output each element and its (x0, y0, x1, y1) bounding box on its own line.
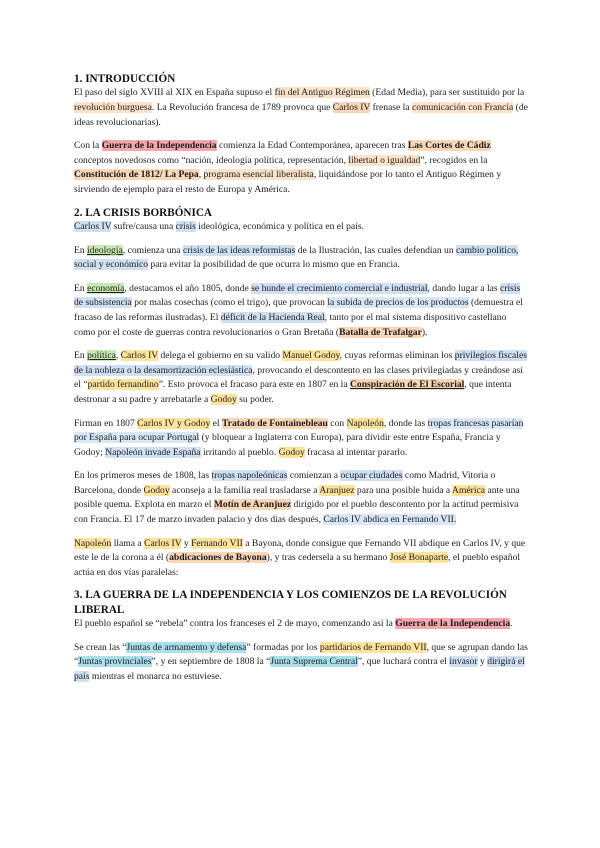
highlighted-term: Godoy (143, 484, 170, 496)
body-text: ”, recogidos en la (420, 154, 488, 166)
body-text: ” formadas por los (246, 641, 320, 653)
body-text: , tanto por el mal sistema dispositivo castellano como por el coste de guerras contra revolucionarios o Gran Bretaña ( (74, 311, 507, 338)
body-text: ”, y en septiembre de 1808 la “ (151, 656, 271, 668)
body-text: , donde las (383, 417, 428, 429)
body-text: (demuestra el fracaso de las reformas ilustradas). El (74, 297, 523, 323)
highlighted-term: política (87, 350, 116, 362)
body-text: el (210, 417, 222, 429)
body-text: En (74, 350, 88, 362)
body-text: comienzan a (287, 470, 341, 482)
highlighted-term: fin del Antiguo Régimen (274, 87, 370, 99)
highlighted-term: programa esencial liberalista (203, 169, 314, 181)
highlighted-term: ocupar ciudades (340, 470, 403, 482)
highlighted-term: Junta Suprema Central (270, 656, 358, 668)
body-text: como Madrid, Vitoria o Barcelona, donde (74, 470, 496, 496)
body-text: El paso del siglo XVIII al XIX en España supuso el (74, 87, 275, 99)
body-text: En (74, 244, 88, 256)
highlighted-term: invasor (449, 656, 478, 668)
body-text: ante una posible quema. Explota en marzo el (74, 484, 520, 511)
body-text: ), y tras cedersela a su hermano (266, 552, 390, 564)
body-text: ”, que luchará contra el (357, 656, 450, 668)
body-text: , liquidándose por lo tanto el Antiguo Régimen y sirviendo de ejemplo para el resto de Europa y América. (74, 169, 502, 195)
body-text: , (115, 350, 121, 362)
body-text: , el pueblo español actúa en dos vías paralelas: (74, 552, 521, 578)
body-text: frenase la (370, 102, 413, 113)
highlighted-term: privilegios fiscales de la nobleza o la desamortización eclesiástica (74, 350, 527, 376)
highlighted-term: Motín de Aranjuez (213, 499, 292, 511)
body-text: . La Revolución francesa de 1789 provoca que (151, 102, 333, 113)
body-text: irritando al pueblo. (200, 446, 279, 458)
highlighted-term: tropas francesas pasarían por España para ocupar Portugal (74, 417, 524, 444)
section-1-heading: 1. INTRODUCCIÓN (74, 73, 176, 85)
body-text: , dando lugar a las (427, 282, 501, 294)
body-text: En (74, 282, 88, 294)
body-text: por malas cosechas (como el trigo), que provocan (131, 297, 328, 309)
section-3-heading: 3. LA GUERRA DE LA INDEPENDENCIA Y LOS COMIENZOS DE LA REVOLUCIÓN LIBERAL (74, 589, 507, 616)
body-text: de la Ilustración, las cuales defendían un (295, 244, 457, 256)
section-2-paragraph (74, 220, 530, 235)
section-2-paragraph (74, 244, 530, 273)
highlighted-term: se hunde el crecimiento comercial e industrial (251, 282, 428, 294)
body-text: su poder. (236, 393, 274, 405)
highlighted-term: revolución burguesa (74, 102, 152, 113)
body-text: para evitar la posibilidad de que ocurra lo mismo que en Francia. (148, 259, 400, 271)
body-text: conceptos novedosos como “nación, ideología política, representación, (74, 154, 349, 166)
body-text: llama a (111, 537, 145, 549)
highlighted-term: Fernando VII (191, 537, 243, 549)
body-text: fracasa al intentar pararlo. (304, 446, 408, 458)
body-text: mientras el monarca no estuviese. (89, 671, 222, 683)
highlighted-term: libertad o igualdad (348, 154, 421, 166)
body-text: y (181, 537, 192, 549)
highlighted-term: Constitución de 1812/ La Pepa (74, 169, 199, 181)
body-text: con (327, 417, 347, 429)
highlighted-term: Aranjuez (319, 484, 355, 496)
highlighted-term: crisis de subsistencia (74, 282, 521, 309)
highlighted-term: Juntas provinciales (78, 656, 152, 668)
section-2-paragraph (74, 417, 530, 461)
highlighted-term: Batalla de Trafalgar (339, 326, 422, 338)
highlighted-term: economía (87, 282, 125, 294)
body-text: , que intenta destronar a su padre y arrebatarle a (74, 379, 512, 405)
body-text: aconseja a la familia real trasladarse a (169, 484, 320, 496)
highlighted-term: dirigirá el país (74, 656, 525, 683)
highlighted-term: Napoleón (74, 537, 112, 549)
body-text: , destacamos el año 1805, donde (124, 282, 252, 294)
body-text: , comienza una (122, 244, 183, 256)
body-text: ”. Esto provoca el fracaso para este en 1807 en la (158, 379, 350, 391)
section-3-paragraph (74, 617, 530, 632)
highlighted-term: Guerra de la Independencia (101, 140, 217, 152)
body-text: comienza la Edad Contemporánea, aparecen tras (216, 140, 408, 152)
section-1-paragraph (74, 139, 530, 197)
body-text: (de ideas revolucionarias). (74, 102, 528, 128)
body-text: para una posible huida a (354, 484, 453, 496)
highlighted-term: Carlos IV y Godoy (137, 417, 211, 429)
highlighted-term: la subida de precios de los productos (327, 297, 469, 309)
highlighted-term: partidarios de Fernando VII (319, 641, 427, 653)
highlighted-term: Guerra de la Independencia (395, 618, 511, 630)
section-2-heading: 2. LA CRISIS BORBÓNICA (74, 206, 213, 219)
section-2-paragraph (74, 537, 530, 581)
highlighted-term: Conspiración de El Escorial (350, 379, 465, 391)
body-text: delega el gobierno en su valido (158, 350, 283, 362)
highlighted-term: Las Cortes de Cádiz (407, 140, 491, 152)
body-text: y (477, 656, 488, 668)
highlighted-term: Godoy (278, 446, 305, 458)
body-text: Se crean las “ (74, 641, 127, 653)
highlighted-term: crisis de las ideas reformistas (182, 244, 296, 256)
body-text: . (510, 618, 513, 630)
body-text: dirigido por el pueblo descontento por la actitud permisiva con Francia. El 17 de marzo invaden palacio y dos días después, (74, 499, 519, 526)
body-text: , provocando el descontento en las clases privilegiadas y creándose así el “ (74, 364, 523, 391)
body-text: , que se agrupan dando las “ (74, 641, 528, 668)
highlighted-term: crisis (175, 220, 196, 232)
highlighted-term: partido fernandino (87, 379, 159, 391)
highlighted-term: Carlos IV (120, 350, 159, 362)
highlighted-term: Carlos IV (74, 220, 112, 232)
highlighted-term: Tratado de Fontainebleau (222, 417, 328, 429)
highlighted-term: cambio político, social y económico (74, 244, 519, 271)
highlighted-term: tropas napoleónicas (211, 470, 288, 482)
section-1-paragraph (74, 86, 530, 130)
highlighted-term: comunicación con Francia (412, 102, 514, 113)
section-2-paragraph (74, 469, 530, 527)
body-text: (Edad Media), para ser sustituido por la (369, 87, 525, 99)
body-text: Con la (74, 140, 102, 152)
highlighted-term: Godoy (210, 393, 237, 405)
highlighted-term: abdicaciones de Bayona (169, 552, 267, 564)
body-text: (y bloquear a Inglaterra con Europa), para dividir este entre España, Francia y Godoy; (74, 432, 501, 458)
body-text: El pueblo español se “rebela” contra los franceses el 2 de mayo, comenzando así la (74, 618, 396, 630)
body-text: Firman en 1807 (74, 417, 138, 429)
highlighted-term: Juntas de armamento y defensa (126, 641, 247, 653)
body-text: , (198, 169, 204, 181)
highlighted-term: José Bonaparte (389, 552, 449, 564)
highlighted-term: Manuel Godoy (282, 350, 340, 362)
highlighted-term: Carlos IV (144, 537, 182, 549)
highlighted-term: déficit de la Hacienda Real (220, 311, 325, 323)
highlighted-term: América (452, 484, 486, 496)
section-2-paragraph (74, 282, 530, 340)
body-text: a Bayona, donde consigue que Fernando VII abdique en Carlos IV, y que este le de la corona a él ( (74, 537, 526, 564)
section-3-paragraph (74, 641, 530, 685)
section-2-paragraph (74, 349, 530, 407)
body-text: sufre/causa una (111, 220, 176, 232)
body-text: ideológica, económica y política en el país. (195, 220, 364, 232)
highlighted-term: Napoleón invade España (105, 446, 201, 458)
body-text: En los primeros meses de 1808, las (74, 470, 212, 482)
body-text: ). (421, 326, 428, 338)
highlighted-term: Carlos IV abdica en Fernando VII. (323, 514, 457, 526)
highlighted-term: ideología (87, 244, 123, 256)
highlighted-term: Napoleón (346, 417, 384, 429)
document-page (74, 72, 530, 685)
highlighted-term: Carlos IV (332, 102, 371, 113)
body-text: , cuyas reformas eliminan los (339, 350, 455, 362)
